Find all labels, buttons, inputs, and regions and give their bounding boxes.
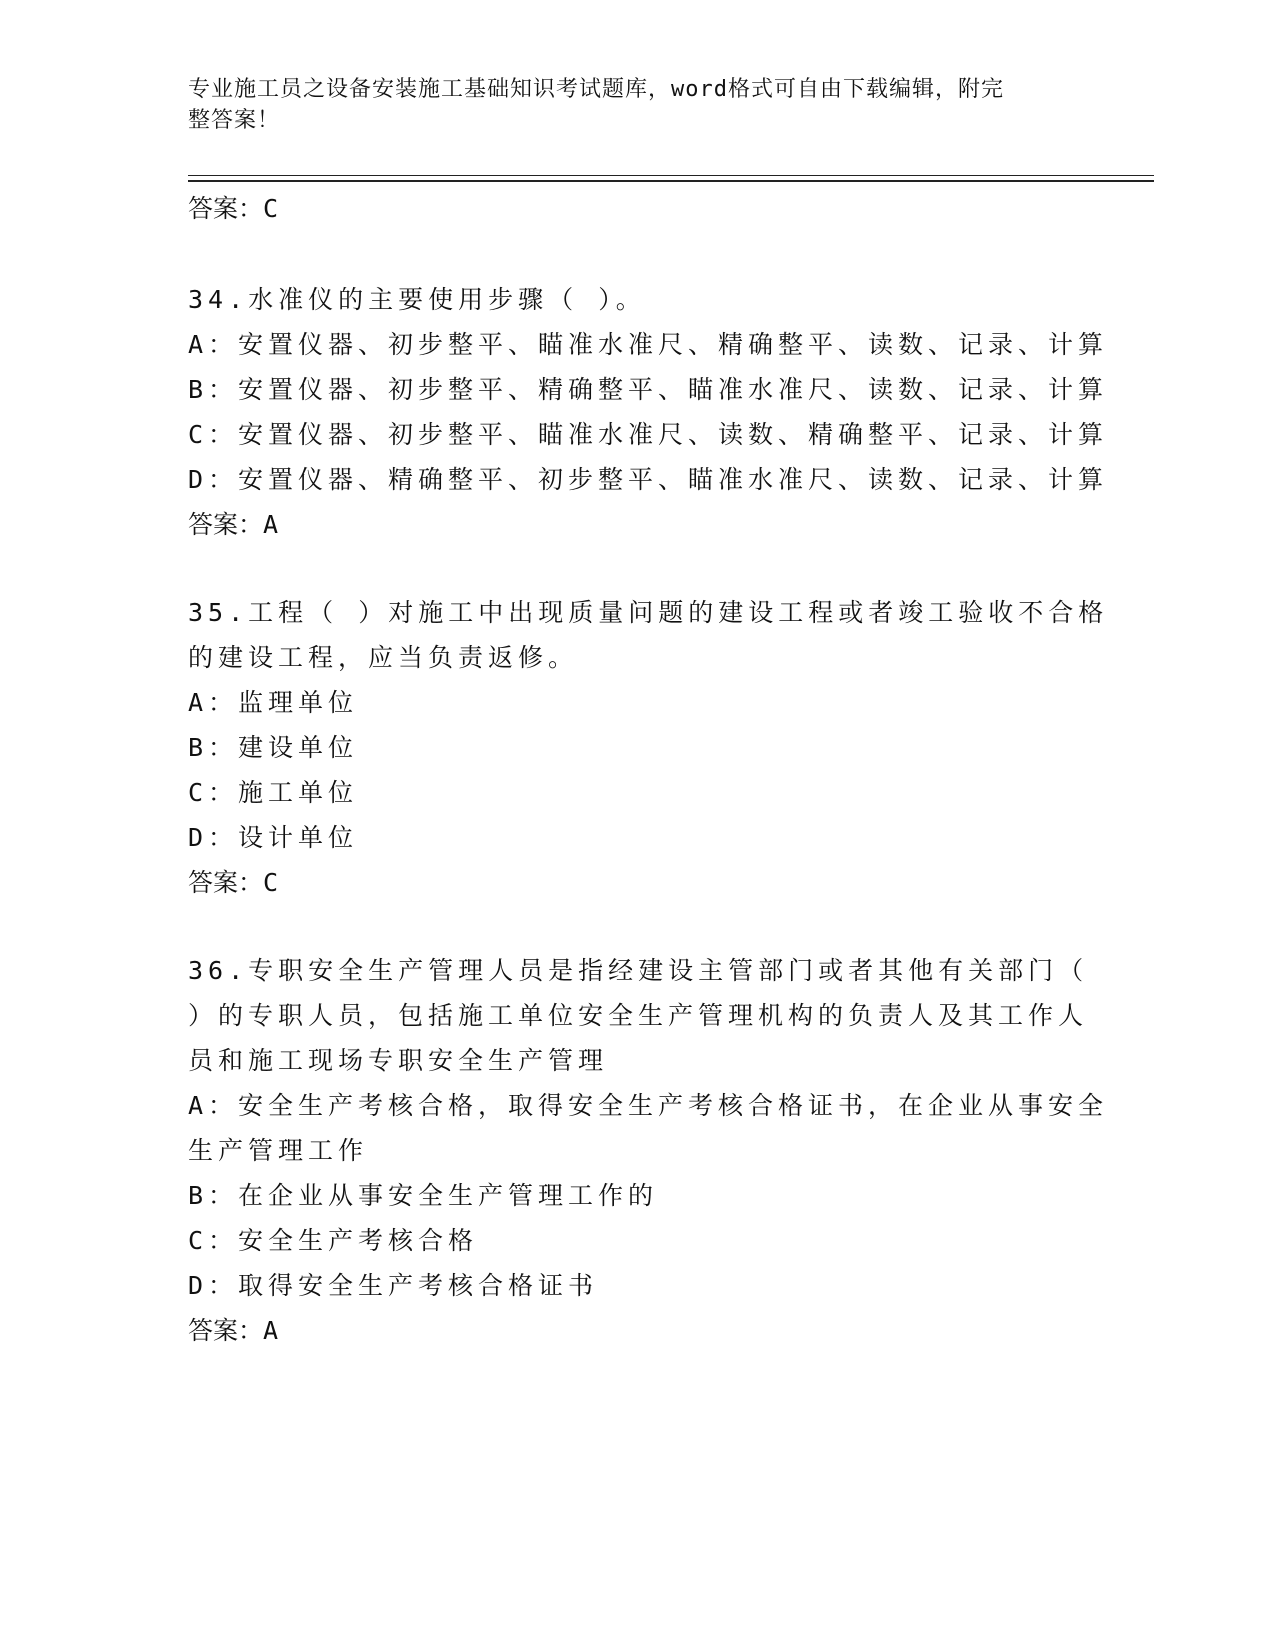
answer-label: 答案： [188,868,264,897]
option-a: A：监理单位 [188,688,359,717]
question-35 [188,590,1109,905]
option-b: B：在企业从事安全生产管理工作的 [188,1181,659,1210]
option-c: C：施工单位 [188,778,359,807]
question-stem-line: 35.工程（ ）对施工中出现质量问题的建设工程或者竣工验收不合格 [188,598,1109,627]
question-36 [188,948,1109,1353]
answer-line [188,186,1088,231]
answer-value: A [263,510,279,539]
header-divider-thin [188,175,1154,176]
answer-label: 答案： [188,510,264,539]
option-a: A：安全生产考核合格，取得安全生产考核合格证书，在企业从事安全 [188,1091,1109,1120]
answer-label: 答案： [188,194,264,223]
question-stem-line: 34.水准仪的主要使用步骤（ ）。 [188,285,646,314]
document-header [188,74,1068,136]
question-stem-line: 员和施工现场专职安全生产管理 [188,1046,609,1075]
header-line-1: 专业施工员之设备安装施工基础知识考试题库，word格式可自由下载编辑，附完 [188,77,1004,102]
answer-line [188,1308,1088,1353]
answer-line [188,860,1088,905]
option-d: D：安置仪器、精确整平、初步整平、瞄准水准尺、读数、记录、计算 [188,465,1109,494]
question-stem-line: ）的专职人员，包括施工单位安全生产管理机构的负责人及其工作人 [188,1001,1089,1030]
option-c: C：安全生产考核合格 [188,1226,479,1255]
answer-value: C [263,194,279,223]
option-b: B：安置仪器、初步整平、精确整平、瞄准水准尺、读数、记录、计算 [188,375,1109,404]
previous-answer-block [188,186,1088,231]
option-d: D：取得安全生产考核合格证书 [188,1271,599,1300]
option-a: A：安置仪器、初步整平、瞄准水准尺、精确整平、读数、记录、计算 [188,330,1109,359]
answer-line [188,502,1088,547]
option-d: D：设计单位 [188,823,359,852]
question-34 [188,277,1109,547]
header-divider-thick [188,180,1154,182]
answer-label: 答案： [188,1316,264,1345]
answer-value: A [263,1316,279,1345]
option-c: C：安置仪器、初步整平、瞄准水准尺、读数、精确整平、记录、计算 [188,420,1109,449]
option-a-continued: 生产管理工作 [188,1136,369,1165]
question-stem-line: 36.专职安全生产管理人员是指经建设主管部门或者其他有关部门（ [188,956,1089,985]
question-stem-line: 的建设工程，应当负责返修。 [188,643,579,672]
option-b: B：建设单位 [188,733,359,762]
header-line-2: 整答案！ [188,108,281,133]
answer-value: C [263,868,279,897]
